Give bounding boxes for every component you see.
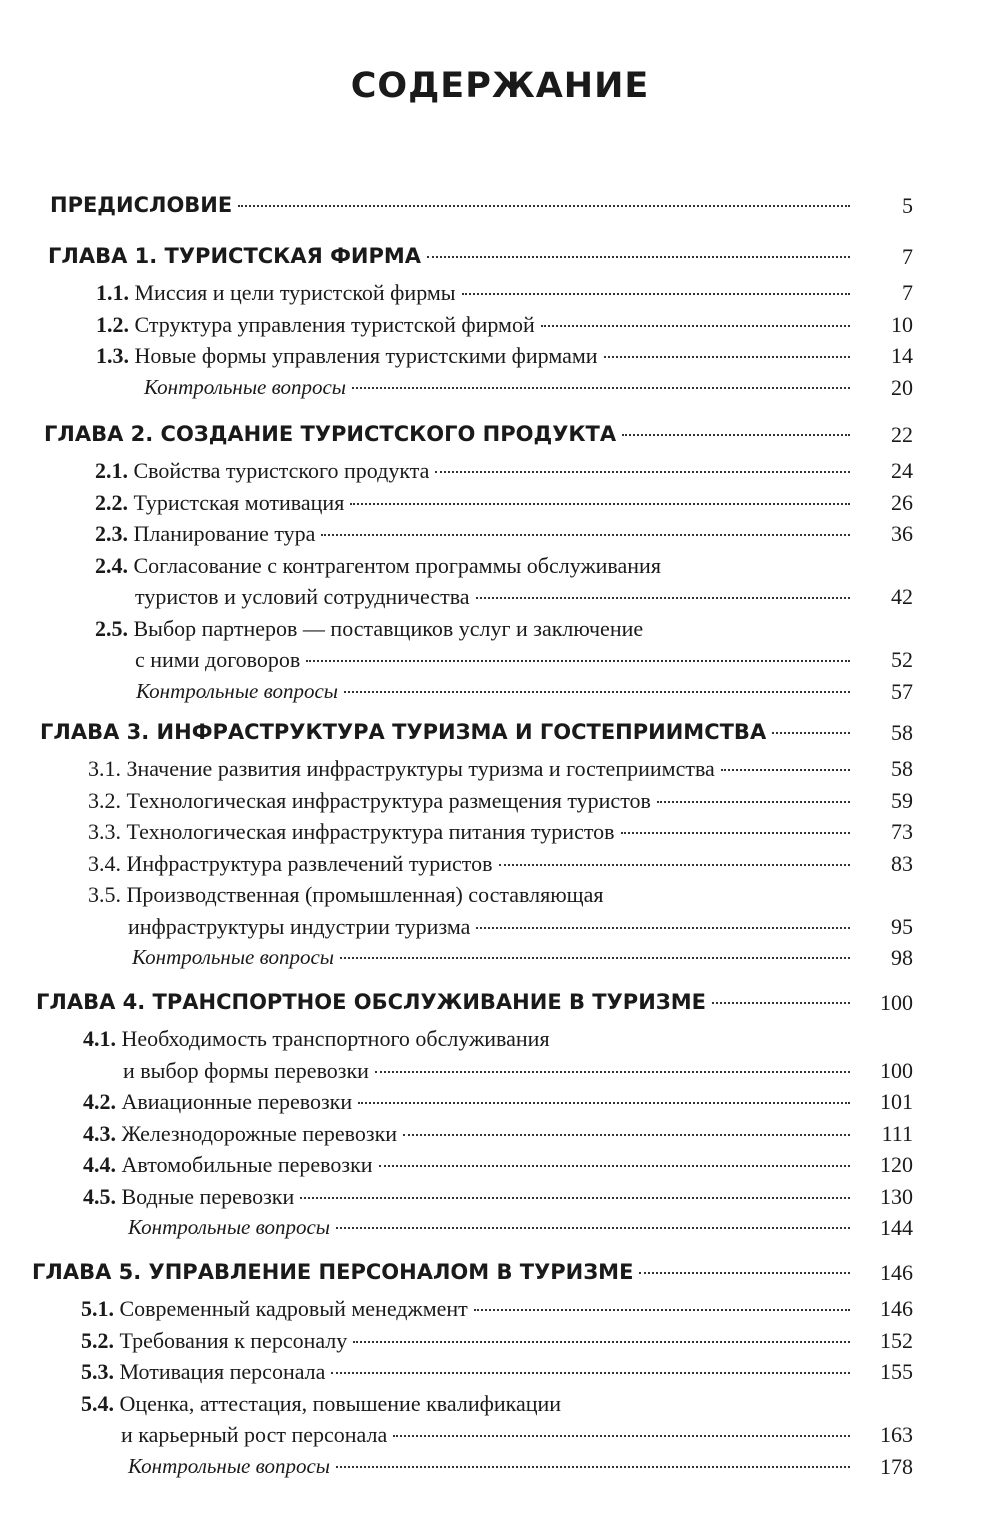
page-number: 178: [880, 1453, 913, 1479]
questions-label: Контрольные вопросы: [144, 374, 347, 399]
chapter-title: ГЛАВА 1. ТУРИСТСКАЯ ФИРМА: [48, 244, 422, 268]
section-entry[interactable]: [96, 311, 913, 338]
page-number: 57: [891, 678, 913, 704]
section-number: 4.3.: [83, 1120, 116, 1146]
dot-leader: [331, 1372, 850, 1374]
section-title: Согласование с контрагентом программы обслуживания: [133, 552, 661, 578]
entry-label: [135, 647, 300, 673]
entry-label: [132, 945, 334, 970]
dot-leader: [712, 1002, 850, 1004]
page-number: 155: [880, 1359, 913, 1384]
review-questions-entry[interactable]: [144, 374, 913, 400]
page-number: 100: [880, 990, 913, 1015]
dot-leader: [403, 1134, 850, 1136]
dot-leader: [238, 205, 850, 207]
entry-label: [83, 1121, 397, 1147]
dot-leader: [379, 1165, 850, 1167]
section-title-continued: и карьерный рост персонала: [121, 1422, 388, 1447]
section-number: 1.3.: [96, 343, 129, 368]
dot-leader: [336, 1227, 850, 1229]
page-number: 20: [891, 374, 913, 400]
section-entry-line[interactable]: [81, 1391, 561, 1417]
page-number: 130: [880, 1183, 913, 1209]
section-title: Водные перевозки: [121, 1183, 295, 1209]
entry-label: [96, 312, 535, 338]
page-number: 26: [891, 489, 913, 515]
review-questions-entry[interactable]: [136, 678, 913, 704]
page-number: 59: [891, 787, 913, 813]
section-title: Железнодорожные перевозки: [121, 1120, 398, 1146]
entry-label: [128, 914, 470, 940]
page-number: 58: [891, 720, 913, 745]
entry-label: [121, 1422, 387, 1448]
section-entry-line[interactable]: [95, 553, 661, 579]
section-title: Структура управления туристской фирмой: [134, 311, 535, 337]
page-number: 83: [891, 850, 913, 876]
entry-label: [40, 720, 766, 744]
entry-label: [136, 679, 338, 704]
page-number: 22: [891, 422, 913, 447]
entry-label: [128, 1215, 330, 1240]
section-number: 3.1.: [88, 756, 121, 781]
section-number: 4.1.: [83, 1026, 116, 1051]
section-title: Требования к персоналу: [119, 1327, 348, 1353]
section-number: 5.3.: [81, 1359, 114, 1384]
entry-label: [32, 1260, 633, 1284]
section-title: Автомобильные перевозки: [121, 1152, 373, 1177]
section-entry[interactable]: [135, 584, 913, 610]
section-title-continued: с ними договоров: [135, 647, 301, 672]
dot-leader: [621, 832, 850, 834]
section-title: Инфраструктура развлечений туристов: [126, 850, 493, 876]
entry-label: [88, 788, 651, 814]
chapter-entry[interactable]: [48, 244, 913, 269]
chapter-entry[interactable]: [32, 1260, 913, 1285]
section-entry-line[interactable]: [95, 616, 643, 642]
section-entry[interactable]: [121, 1422, 913, 1448]
questions-label: Контрольные вопросы: [128, 1453, 331, 1478]
entry-label: [83, 1184, 294, 1210]
section-entry[interactable]: [123, 1057, 913, 1084]
entry-label: [88, 851, 493, 877]
entry-label: [88, 756, 715, 782]
section-number: 2.5.: [95, 615, 128, 641]
section-number: 3.3.: [88, 819, 121, 844]
entry-label: [95, 521, 315, 547]
dot-leader: [350, 503, 850, 505]
page-number: 10: [891, 311, 913, 337]
section-title: Оценка, аттестация, повышение квалификации: [119, 1390, 562, 1416]
page-number: 52: [891, 647, 913, 672]
section-entry[interactable]: [95, 521, 913, 547]
dot-leader: [721, 769, 850, 771]
dot-leader: [321, 534, 850, 536]
dot-leader: [306, 660, 850, 662]
section-entry[interactable]: [135, 647, 913, 673]
section-entry[interactable]: [81, 1327, 913, 1354]
page-number: 42: [891, 584, 913, 609]
dot-leader: [657, 801, 850, 803]
chapter-title: ГЛАВА 5. УПРАВЛЕНИЕ ПЕРСОНАЛОМ В ТУРИЗМЕ: [32, 1260, 634, 1284]
dot-leader: [541, 325, 850, 327]
section-entry[interactable]: [88, 850, 913, 877]
review-questions-entry[interactable]: [128, 1453, 913, 1479]
questions-label: Контрольные вопросы: [132, 945, 335, 969]
section-number: 2.3.: [95, 521, 128, 546]
page-number: 146: [880, 1260, 913, 1285]
section-entry[interactable]: [83, 1152, 913, 1178]
section-number: 4.4.: [83, 1152, 116, 1177]
section-title: Авиационные перевозки: [121, 1089, 353, 1114]
questions-label: Контрольные вопросы: [136, 678, 339, 703]
section-number: 5.2.: [81, 1327, 114, 1353]
dot-leader: [604, 356, 850, 358]
entry-label: [96, 280, 456, 306]
page-number: 146: [880, 1296, 913, 1321]
dot-leader: [772, 732, 850, 734]
section-title: Значение развития инфраструктуры туризма и гостеприимства: [126, 756, 715, 781]
section-title: Производственная (промышленная) составляющая: [126, 882, 604, 907]
preface-title: ПРЕДИСЛОВИЕ: [50, 193, 233, 217]
section-entry[interactable]: [88, 756, 913, 782]
section-title: Современный кадровый менеджмент: [119, 1296, 468, 1321]
page-number: 24: [891, 458, 913, 483]
section-entry[interactable]: [95, 489, 913, 516]
page-number: 73: [891, 819, 913, 844]
section-number: 1.1.: [96, 280, 129, 305]
page-number: 36: [891, 521, 913, 546]
dot-leader: [358, 1102, 850, 1104]
section-number: 2.1.: [95, 458, 128, 483]
section-entry-line[interactable]: [83, 1026, 550, 1052]
entry-label: [96, 343, 598, 369]
dot-leader: [499, 864, 851, 866]
section-entry[interactable]: [81, 1359, 913, 1385]
chapter-title: ГЛАВА 3. ИНФРАСТРУКТУРА ТУРИЗМА И ГОСТЕПРИИМСТВА: [40, 720, 767, 744]
section-number: 3.2.: [88, 787, 121, 813]
page-number: 14: [891, 343, 913, 368]
entry-label: [36, 990, 706, 1014]
section-entry[interactable]: [83, 1089, 913, 1115]
dot-leader: [639, 1272, 850, 1274]
chapter-title: ГЛАВА 4. ТРАНСПОРТНОЕ ОБСЛУЖИВАНИЕ В ТУРИЗМЕ: [36, 990, 706, 1014]
entry-label: [81, 1296, 468, 1322]
section-number: 4.2.: [83, 1089, 116, 1114]
entry-label: [48, 244, 421, 268]
dot-leader: [375, 1071, 850, 1073]
section-number: 5.1.: [81, 1296, 114, 1321]
section-number: 2.4.: [95, 552, 128, 578]
dot-leader: [300, 1197, 850, 1199]
entry-label: [95, 490, 344, 516]
section-number: 5.4.: [81, 1390, 114, 1416]
dot-leader: [352, 387, 850, 389]
page-number: 120: [880, 1152, 913, 1177]
dot-leader: [340, 957, 850, 959]
section-title-continued: и выбор формы перевозки: [123, 1057, 369, 1083]
dot-leader: [622, 434, 850, 436]
section-title: Технологическая инфраструктура питания туристов: [126, 819, 615, 844]
dot-leader: [344, 691, 850, 693]
page-number: 163: [880, 1422, 913, 1447]
section-title-continued: туристов и условий сотрудничества: [135, 584, 470, 609]
dot-leader: [435, 471, 850, 473]
section-title: Планирование тура: [133, 521, 316, 546]
section-entry[interactable]: [83, 1120, 913, 1147]
section-title: Выбор партнеров — поставщиков услуг и заключение: [133, 615, 644, 641]
section-title-continued: инфраструктуры индустрии туризма: [128, 913, 471, 939]
page-number: 152: [880, 1327, 913, 1353]
review-questions-entry[interactable]: [128, 1215, 913, 1240]
page-number: 144: [880, 1215, 913, 1240]
page-number: 7: [902, 280, 913, 305]
entry-label: [95, 458, 429, 484]
page-number: 58: [891, 756, 913, 781]
entry-label: [50, 193, 232, 217]
page-number: 100: [880, 1057, 913, 1083]
entry-label: [44, 422, 616, 446]
section-entry[interactable]: [83, 1183, 913, 1210]
entry-label: [83, 1089, 352, 1115]
section-entry[interactable]: [81, 1296, 913, 1322]
chapter-entry[interactable]: [44, 422, 913, 447]
section-entry-line[interactable]: [88, 882, 604, 908]
entry-label: [144, 375, 346, 400]
section-number: 4.5.: [83, 1183, 116, 1209]
page-number: 95: [891, 913, 913, 939]
section-number: 2.2.: [95, 489, 128, 515]
entry-label: [83, 1152, 373, 1178]
page-number: 111: [881, 1120, 913, 1146]
questions-label: Контрольные вопросы: [128, 1215, 331, 1239]
section-title: Свойства туристского продукта: [133, 458, 430, 483]
chapter-entry[interactable]: [40, 720, 913, 745]
entry-label: [81, 1328, 347, 1354]
section-title: Туристская мотивация: [133, 489, 345, 515]
section-title: Новые формы управления туристскими фирмами: [134, 343, 598, 368]
page-number: 5: [902, 193, 913, 218]
page-title: СОДЕРЖАНИЕ: [350, 66, 650, 106]
entry-label: [128, 1454, 330, 1479]
page-number: 98: [891, 945, 913, 970]
section-title: Технологическая инфраструктура размещения туристов: [126, 787, 651, 813]
section-number: 3.4.: [88, 850, 121, 876]
section-entry[interactable]: [96, 343, 913, 369]
page-number: 7: [902, 244, 913, 269]
section-number: 1.2.: [96, 311, 129, 337]
section-entry[interactable]: [95, 458, 913, 484]
section-entry[interactable]: [96, 280, 913, 306]
dot-leader: [427, 256, 850, 258]
chapter-entry[interactable]: [36, 990, 913, 1015]
preface-entry[interactable]: [50, 193, 913, 218]
entry-label: [135, 584, 470, 610]
dot-leader: [476, 597, 850, 599]
section-entry[interactable]: [88, 819, 913, 845]
section-entry[interactable]: [128, 913, 913, 940]
dot-leader: [462, 293, 850, 295]
page-number: 101: [880, 1089, 913, 1114]
section-title: Миссия и цели туристской фирмы: [134, 280, 456, 305]
entry-label: [123, 1058, 369, 1084]
dot-leader: [474, 1309, 850, 1311]
dot-leader: [476, 927, 850, 929]
chapter-title: ГЛАВА 2. СОЗДАНИЕ ТУРИСТСКОГО ПРОДУКТА: [44, 422, 617, 446]
section-title: Мотивация персонала: [119, 1359, 326, 1384]
entry-label: [81, 1359, 325, 1385]
dot-leader: [393, 1435, 850, 1437]
entry-label: [88, 819, 615, 845]
section-entry[interactable]: [88, 787, 913, 814]
section-number: 3.5.: [88, 882, 121, 907]
section-title: Необходимость транспортного обслуживания: [121, 1026, 550, 1051]
dot-leader: [353, 1341, 850, 1343]
dot-leader: [336, 1466, 850, 1468]
review-questions-entry[interactable]: [132, 945, 913, 970]
